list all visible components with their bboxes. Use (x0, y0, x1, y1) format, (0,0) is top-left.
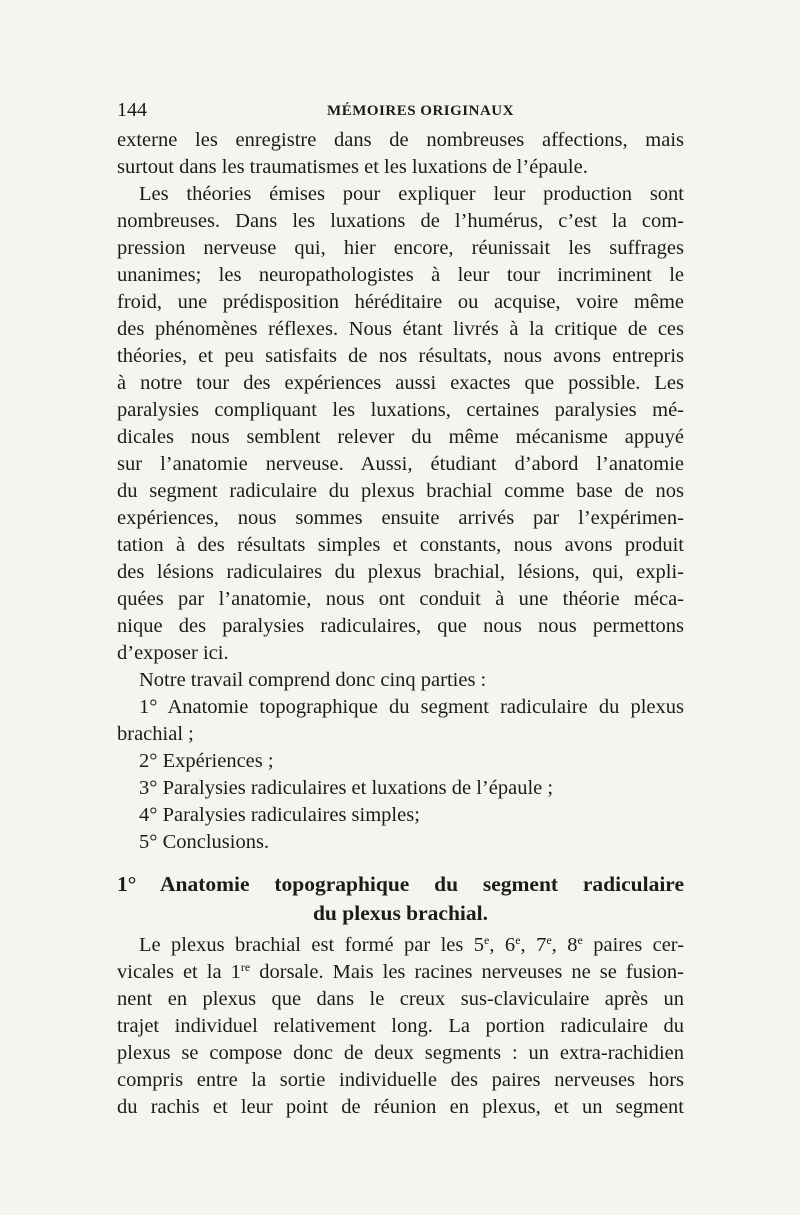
text-line: compris entre la sortie individuelle des paires nerveuses hors (117, 1069, 684, 1091)
text-line: nique des paralysies radiculaires, que nous nous permettons (117, 615, 684, 637)
section-heading (117, 870, 684, 928)
text-line: des phénomènes réflexes. Nous étant livrés à la critique de ces (117, 318, 684, 340)
section-heading-line: du plexus brachial. (312, 901, 489, 925)
text-line: Notre travail comprend donc cinq parties : (139, 669, 487, 691)
list-item: 5° Conclusions. (139, 831, 270, 853)
list-item: 1° Anatomie topographique du segment radiculaire du plexus (139, 696, 684, 718)
text-line: théories, et peu satisfaits de nos résultats, nous avons entrepris (117, 345, 684, 367)
text-line: nombreuses. Dans les luxations de l’humérus, c’est la com- (117, 210, 684, 232)
text-line: d’exposer ici. (117, 642, 229, 664)
page-number: 144 (117, 99, 147, 121)
text-line: nent en plexus que dans le creux sus-claviculaire après un (117, 988, 684, 1010)
text-line: tation à des résultats simples et constants, nous avons produit (117, 534, 684, 556)
text-line: à notre tour des expériences aussi exactes que possible. Les (117, 372, 684, 394)
main-paragraphs (117, 127, 684, 856)
page-header (117, 98, 684, 122)
text-line: paralysies compliquant les luxations, certaines paralysies mé- (117, 399, 684, 421)
section-paragraph (117, 932, 684, 1121)
text-line: du rachis et leur point de réunion en plexus, et un segment (117, 1096, 684, 1118)
text-line: Le plexus brachial est formé par les 5e, 6e, 7e, 8e paires cer- (139, 933, 685, 956)
text-line: plexus se compose donc de deux segments : un extra-rachidien (117, 1042, 684, 1064)
text-line: expériences, nous sommes ensuite arrivés par l’expérimen- (117, 507, 684, 529)
list-item: 2° Expériences ; (139, 750, 274, 772)
text-line: unanimes; les neuropathologistes à leur tour incriminent le (117, 264, 684, 286)
text-line: sur l’anatomie nerveuse. Aussi, étudiant d’abord l’anatomie (117, 453, 684, 475)
list-item: 4° Paralysies radiculaires simples; (139, 804, 420, 826)
text-line: Les théories émises pour expliquer leur production sont (139, 183, 684, 205)
text-line: brachial ; (117, 723, 194, 745)
text-line: vicales et la 1re dorsale. Mais les racines nerveuses ne se fusion- (117, 960, 684, 983)
text-line: surtout dans les traumatismes et les luxations de l’épaule. (117, 156, 588, 178)
running-title: MÉMOIRES ORIGINAUX (327, 103, 514, 119)
list-item: 3° Paralysies radiculaires et luxations de l’épaule ; (139, 777, 554, 799)
section-heading-line: 1° Anatomie topographique du segment radiculaire (117, 872, 684, 896)
text-line: externe les enregistre dans de nombreuses affections, mais (117, 129, 684, 151)
text-line: pression nerveuse qui, hier encore, réunissait les suffrages (117, 237, 684, 259)
text-line: des lésions radiculaires du plexus brachial, lésions, qui, expli- (117, 561, 684, 583)
text-line: du segment radiculaire du plexus brachial comme base de nos (117, 480, 684, 502)
text-line: dicales nous semblent relever du même mécanisme appuyé (117, 426, 684, 448)
text-line: trajet individuel relativement long. La portion radiculaire du (117, 1015, 684, 1037)
text-line: quées par l’anatomie, nous ont conduit à une théorie méca- (117, 588, 684, 610)
text-line: froid, une prédisposition héréditaire ou acquise, voire même (117, 291, 684, 313)
